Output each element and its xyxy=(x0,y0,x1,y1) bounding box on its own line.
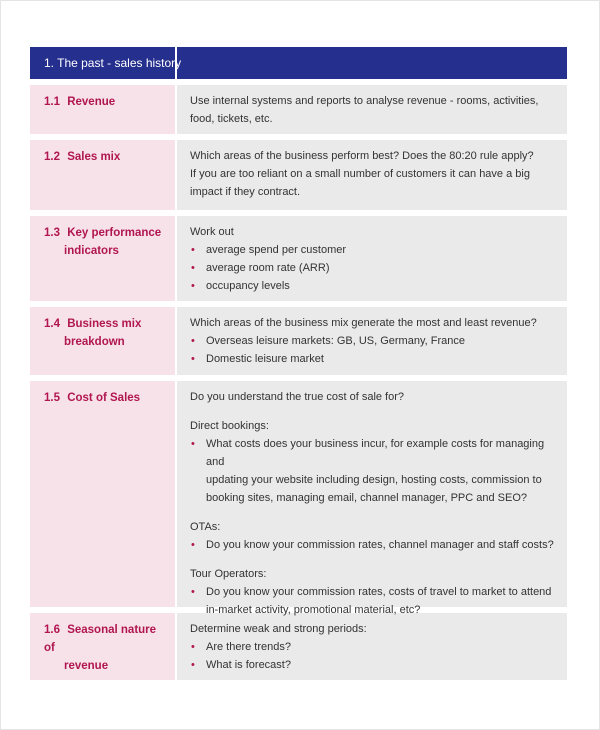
row-title-text-2: indicators xyxy=(64,245,119,257)
list-item: • Overseas leisure markets: GB, US, Germany, France xyxy=(190,332,555,350)
row-title-text: Cost of Sales xyxy=(67,392,141,404)
section-title: 1. The past - sales history xyxy=(30,47,177,79)
row-title-text-2: breakdown xyxy=(64,336,125,348)
row-number: 1.4 xyxy=(44,318,60,330)
subheading: Tour Operators: xyxy=(190,568,267,580)
row-title-text: Key performance xyxy=(67,227,162,239)
list-item: • Domestic leisure market xyxy=(190,350,555,368)
text-line: Which areas of the business perform best? Does the 80:20 rule apply? xyxy=(190,150,534,162)
text-line: food, tickets, etc. xyxy=(190,113,273,125)
table-row-seasonal xyxy=(30,613,567,680)
bullet-list xyxy=(190,332,555,368)
text-line: Use internal systems and reports to analyse revenue - rooms, activities, xyxy=(190,95,539,107)
list-item: • Are there trends? xyxy=(190,638,555,656)
row-title xyxy=(30,140,175,210)
row-description xyxy=(177,381,567,616)
list-item: • Do you know your commission rates, costs of travel to market to attend in-market activity, promotional material, etc? xyxy=(190,583,555,619)
intro-text: Work out xyxy=(190,226,234,238)
intro-text: Do you understand the true cost of sale for? xyxy=(190,391,405,403)
row-description xyxy=(177,85,567,134)
row-number: 1.6 xyxy=(44,624,60,636)
row-description xyxy=(177,613,567,680)
bullet-icon: • xyxy=(191,659,195,671)
row-title-text: Sales mix xyxy=(67,151,121,163)
bullet-icon: • xyxy=(191,586,195,598)
list-item: • What is forecast? xyxy=(190,656,555,674)
text-line: If you are too reliant on a small number of customers it can have a big xyxy=(190,168,530,180)
list-item: • Do you know your commission rates, channel manager and staff costs? xyxy=(190,536,555,554)
sales-history-table xyxy=(30,47,567,680)
bullet-icon: • xyxy=(191,539,195,551)
list-item: • What costs does your business incur, for example costs for managing and updating your website including design, hosting costs, commission to booking sites, managing email, channel manager, PPC and SEO? xyxy=(190,435,555,507)
row-title-text: Business mix xyxy=(67,318,142,330)
subheading: OTAs: xyxy=(190,521,221,533)
bullet-list xyxy=(190,536,555,554)
bullet-list xyxy=(190,583,555,619)
subheading: Direct bookings: xyxy=(190,420,269,432)
bullet-list xyxy=(190,241,555,295)
row-title-text-2: revenue xyxy=(64,660,109,672)
table-row-sales-mix xyxy=(30,140,567,210)
bullet-icon: • xyxy=(191,335,195,347)
intro-text: Determine weak and strong periods: xyxy=(190,623,367,635)
row-title-text: Revenue xyxy=(67,96,116,108)
row-title xyxy=(30,85,175,134)
row-number: 1.1 xyxy=(44,96,60,108)
list-item: • occupancy levels xyxy=(190,277,555,295)
intro-text: Which areas of the business mix generate the most and least revenue? xyxy=(190,317,537,329)
table-row-kpi xyxy=(30,216,567,301)
row-title xyxy=(30,381,175,607)
row-title xyxy=(30,216,175,301)
table-row-business-mix xyxy=(30,307,567,375)
table-row-revenue xyxy=(30,85,567,134)
bullet-list xyxy=(190,435,555,507)
row-number: 1.5 xyxy=(44,392,60,404)
table-row-cost-of-sales xyxy=(30,381,567,616)
row-title xyxy=(30,613,175,680)
row-description xyxy=(177,140,567,210)
row-description xyxy=(177,307,567,375)
row-title-text: Seasonal nature of xyxy=(44,624,157,654)
row-description xyxy=(177,216,567,301)
row-number: 1.3 xyxy=(44,227,60,239)
text-line: impact if they contract. xyxy=(190,186,301,198)
bullet-icon: • xyxy=(191,262,195,274)
bullet-icon: • xyxy=(191,280,195,292)
list-item: • average room rate (ARR) xyxy=(190,259,555,277)
list-item: • average spend per customer xyxy=(190,241,555,259)
bullet-icon: • xyxy=(191,244,195,256)
bullet-list xyxy=(190,638,555,674)
section-header xyxy=(30,47,567,79)
bullet-icon: • xyxy=(191,641,195,653)
bullet-icon: • xyxy=(191,353,195,365)
row-title xyxy=(30,307,175,375)
row-number: 1.2 xyxy=(44,151,60,163)
bullet-icon: • xyxy=(191,438,195,450)
